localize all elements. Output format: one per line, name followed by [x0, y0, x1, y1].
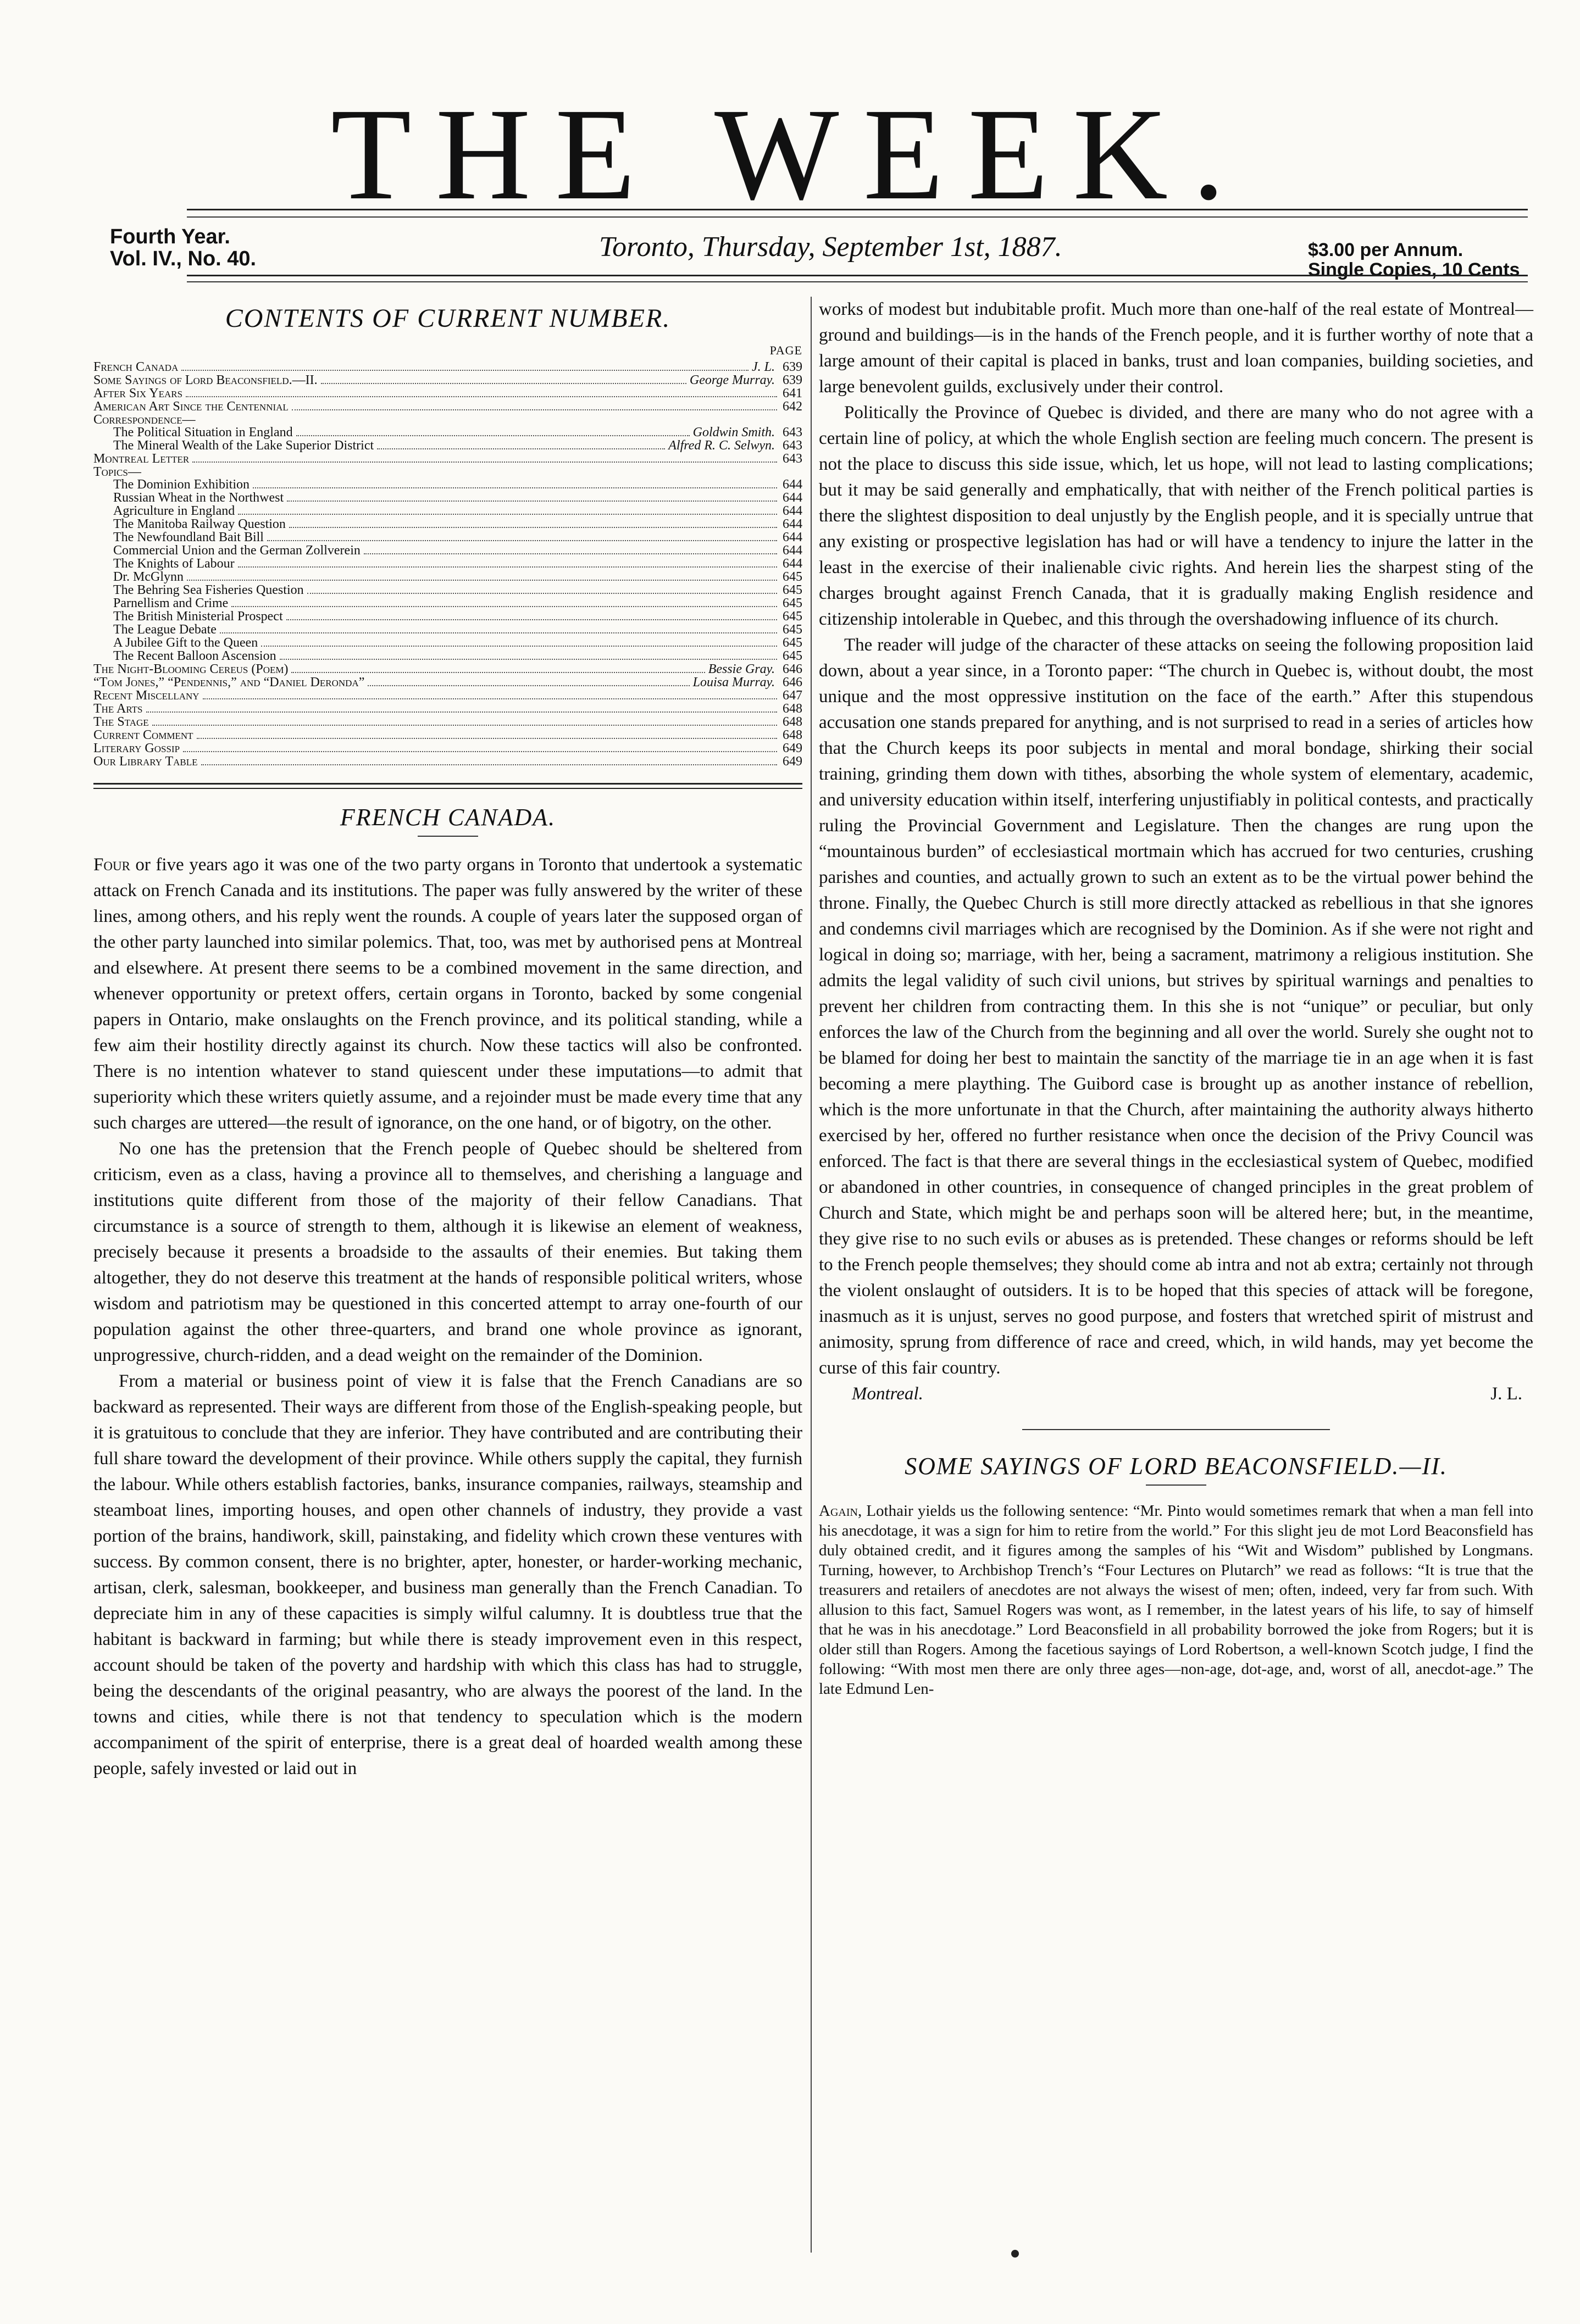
toc-row[interactable]: The Knights of Labour 644 [113, 557, 802, 571]
contents-bottom-rule [93, 783, 802, 789]
toc-row[interactable]: “Tom Jones,” “Pendennis,” and “Daniel Deronda” Louisa Murray. 646 [93, 675, 802, 690]
toc-row[interactable]: American Art Since the Centennial 642 [93, 399, 802, 414]
toc-row[interactable]: Russian Wheat in the Northwest 644 [113, 491, 802, 505]
article-paragraph: From a material or business point of view it is false that the French Canadians are so backward as represented. Their ways are different from those of the English-speaking people, but it is gratuitous to conclude that they are inferior. They have contributed and are contributing their full share toward the development of their province. While others supply the capital, they furnish the labour. While others establish factories, banks, insurance companies, railways, steamship and steamboat lines, importing houses, and open other channels of industry, they provide a vast portion of the brains, handiwork, skill, painstaking, and fidelity which crown these ventures with success. By common consent, there is no brighter, apter, honester, or harder-working mechanic, artisan, clerk, salesman, bookkeeper, and business man generally than the French Canadian. To depreciate him in any of these capacities is simply wilful calumny. It is doubtless true that the habitant is backward in farming; but while there is steady improvement even in this respect, account should be taken of the poverty and hardship with which this class has had to struggle, being the descendants of the original peasantry, who are always the poorest of the land. In the towns and cities, while there is not that tendency to speculation which is the modern accompaniment of the spirit of enterprise, there is a great deal of hoarded wealth among these people, safely invested or laid out in [93, 1371, 802, 1778]
toc-row[interactable]: After Six Years 641 [93, 386, 802, 401]
toc-row[interactable]: The Political Situation in England Goldwin Smith. 643 [113, 425, 802, 440]
issue-volume: Vol. IV., No. 40. [110, 247, 257, 270]
header-bottom-rule-thin [187, 281, 1528, 282]
masthead-rule-thin [187, 216, 1528, 218]
page-dot-ornament [1011, 2250, 1019, 2258]
issue-year: Fourth Year. [110, 225, 230, 248]
contents-page-heading: PAGE [769, 343, 802, 357]
paragraph-lead: Four [93, 855, 130, 875]
article-title-french-canada: FRENCH CANADA. [340, 804, 556, 831]
toc-row[interactable]: The League Debate 645 [113, 622, 802, 637]
article-title-beaconsfield: SOME SAYINGS OF LORD BEACONSFIELD.—II. [905, 1453, 1448, 1480]
toc-row[interactable]: Parnellism and Crime 645 [113, 596, 802, 610]
toc-row[interactable]: The Recent Balloon Ascension 645 [113, 649, 802, 663]
toc-row[interactable]: The Newfoundland Bait Bill 644 [113, 530, 802, 544]
toc-row[interactable]: The Stage 648 [93, 715, 802, 729]
masthead-title: THE WEEK. [330, 81, 1250, 227]
toc-row[interactable]: The Mineral Wealth of the Lake Superior District Alfred R. C. Selwyn. 643 [113, 438, 802, 453]
toc-row[interactable]: The Dominion Exhibition 644 [113, 477, 802, 492]
toc-section-topics: Topics— [93, 465, 141, 479]
issue-price-block [1308, 241, 1520, 280]
issue-volume-block [110, 226, 256, 270]
contents-title: CONTENTS OF CURRENT NUMBER. [225, 304, 671, 333]
issue-price: $3.00 per Annum. [1308, 240, 1463, 260]
toc-row[interactable]: The British Ministerial Prospect 645 [113, 609, 802, 624]
article-signature: J. L. [1490, 1384, 1522, 1404]
toc-row[interactable]: Dr. McGlynn 645 [113, 570, 802, 584]
issue-single-copies: Single Copies, 10 Cents [1308, 259, 1520, 280]
article-paragraph: No one has the pretension that the French people of Quebec should be sheltered from criticism, even as a class, having a province all to themselves, and cherishing a language and institutions quite different from those of the majority of their fellow Canadians. That circumstance is a source of strength to them, although it is likewise an element of weakness, precisely because it presents a broadside to the assaults of their enemies. But taking them altogether, they do not deserve this treatment at the hands of responsible political writers, whose wisdom and patriotism may be questioned in this concerted attempt to array one-fourth of our population against the other three-quarters, and brand one whole province as ignorant, unprogressive, church-ridden, and a dead weight on the remainder of the Dominion. [93, 1139, 802, 1365]
toc-row[interactable]: Agriculture in England 644 [113, 504, 802, 518]
toc-row[interactable]: Commercial Union and the German Zollverein 644 [113, 543, 802, 558]
toc-row[interactable]: The Manitoba Railway Question 644 [113, 517, 802, 531]
article-place: Montreal. [852, 1384, 923, 1404]
issue-dateline: Toronto, Thursday, September 1st, 1887. [599, 231, 1062, 263]
header-bottom-rule [187, 275, 1528, 276]
left-column [93, 297, 802, 1782]
toc-row[interactable]: A Jubilee Gift to the Queen 645 [113, 636, 802, 650]
column-divider [811, 297, 812, 2253]
article-paragraph: Four or five years ago it was one of the two party organs in Toronto that undertook a systematic attack on French Canada and its institutions. The paper was fully answered by the writer of these lines, among others, and his reply went the rounds. A couple of years later the supposed organ of the other party launched into similar polemics. That, too, was met by authorised pens at Montreal and elsewhere. At present there seems to be a combined movement in the same direction, and whenever opportunity or pretext offers, certain organs in Toronto, backed by some congenial papers in Ontario, make onslaughts on the French province, and its political standing, while a few aim their hostility directly against its church. Now these tactics will also be confronted. There is no intention whatever to stand quiescent under these imputations—to admit that superiority which these writers quietly assume, and a rejoinder must be made every time that any such charges are uttered—the result of ignorance, on the one hand, or of bigotry, on the other. [93, 855, 802, 1133]
toc-row[interactable]: Literary Gossip 649 [93, 741, 802, 755]
title-rule [418, 836, 478, 837]
article-paragraph: Again, Lothair yields us the following sentence: “Mr. Pinto would sometimes remark that when a man fell into his anecdotage, it was a sign for him to retire from the world.” For this slight jeu de mot Lord Beaconsfield has duly obtained credit, and it figures among the samples of his “Wit and Wisdom” published by Longmans. Turning, however, to Archbishop Trench’s “Four Lectures on Plutarch” we read as follows: “It is true that the treasurers and retailers of anecdotes are not always the wisest of men; often, indeed, very far from such. With allusion to this fact, Samuel Rogers was wont, as I remember, in the latest years of his life, to say of himself that he was in his anecdotage.” Lord Beaconsfield in all probability borrowed the joke from Rogers; but it is older still than Rogers. Among the facetious sayings of Lord Robertson, a well-known Scotch judge, I find the following: “With most men there are only three ages—non-age, dot-age, and, worst of all, anecdot-age.” The late Edmund Len- [819, 1502, 1533, 1698]
article-paragraph: works of modest but indubitable profit. Much more than one-half of the real estate of Montreal—ground and buildings—is in the hands of the French people, and it is further worthy of note that a large amount of their capital is placed in banks, trust and loan companies, building societies, and large benevolent guilds, exclusively under their control. [819, 299, 1533, 397]
toc-section-correspondence: Correspondence— [93, 413, 196, 427]
paragraph-lead: Again [819, 1502, 858, 1520]
right-column [819, 297, 1533, 1699]
toc-row[interactable]: The Arts 648 [93, 702, 802, 716]
article-paragraph: Politically the Province of Quebec is divided, and there are many who do not agree with a certain line of policy, at which the whole English section are feeling much concern. The present is not the place to discuss this side issue, which, let us hope, will not lead to lasting complications; but it may be said generally and emphatically, that with neither of the French political parties is there the slightest disposition to deal unjustly by the English people, and it is specially untrue that any existing or prospective legislation has had or will have a tendency to injure the latter in the least in the exercise of their inalienable civic rights. And herein lies the sharpest sting of the charges brought against French Canada, that it is gradually making English residence and citizenship intolerable in Quebec, and this through the overshadowing influence of its church. [819, 403, 1533, 629]
title-rule [1146, 1485, 1206, 1486]
toc-row[interactable]: Current Comment 648 [93, 728, 802, 742]
toc-row[interactable]: Some Sayings of Lord Beaconsfield.—II. George Murray. 639 [93, 373, 802, 387]
toc-row[interactable]: The Behring Sea Fisheries Question 645 [113, 583, 802, 597]
contents-list [93, 361, 802, 769]
toc-row[interactable]: French Canada J. L. 639 [93, 360, 802, 374]
article-paragraph: The reader will judge of the character of these attacks on seeing the following proposition laid down, about a year since, in a Toronto paper: “The church in Quebec is, without doubt, the most unique and the most oppressive institution on the face of the earth.” After this stupendous accusation one stands prepared for anything, and is not surprised to read in a series of articles how that the Church keeps its poor subjects in mental and moral bondage, shirking their social training, grinding them down with tithes, absorbing the whole system of elementary, academic, and university education within itself, interfering unjustifiably in political contests, and practically ruling the Provincial Government and Legislature. Then the changes are rung upon the “mountainous burden” of ecclesiastical mortmain which has accrued for two centuries, crushing parishes and counties, and actually grown to such an extent as to be the virtual power behind the throne. Finally, the Quebec Church is still more directly attacked as rebellious in that she ignores and condemns civil marriages which are recognised by the Dominion. As if she were not right and logical in doing so; marriage, with her, being a sacrament, matrimony a religious institution. She admits the legal validity of such civil unions, but strives by spiritual warnings and penalties to prevent her children from contracting them. In this she is not “unique” or peculiar, but only enforces the law of the Church from the beginning and all over the world. Surely she ought not to be blamed for doing her best to maintain the sanctity of the marriage tie in an age when it is fast becoming a mere plaything. The Guibord case is brought up as another instance of rebellion, which is the more unfortunate in that the Church, after maintaining the authority always hitherto exercised by her, offered no further resistance when once the decision of the Privy Council was enforced. The fact is that there are several things in the ecclesiastical system of Quebec, modified or abandoned in other countries, in consequence of changed principles in the great problem of Church and State, which might be and perhaps soon will be altered here; but, in the meantime, they give rise to no such evils or abuses as is pretended. These changes or reforms should be left to the French people themselves; they should come ab intra and not ab extra; certainly not through the violent onslaught of outsiders. It is to be hoped that this species of attack will be foregone, inasmuch as it is unjust, serves no good purpose, and fosters that wretched spirit of mistrust and animosity, sprung from difference of race and creed, which, in wild hands, may yet become the curse of this fair country. [819, 635, 1533, 1378]
article-separator [1022, 1429, 1330, 1430]
masthead-rule [187, 209, 1528, 210]
toc-row[interactable]: Our Library Table 649 [93, 754, 802, 769]
toc-row[interactable]: Recent Miscellany 647 [93, 688, 802, 703]
toc-row[interactable]: The Night-Blooming Cereus (Poem) Bessie Gray. 646 [93, 662, 802, 676]
article-signature-block [819, 1381, 1533, 1407]
toc-row[interactable]: Montreal Letter 643 [93, 452, 802, 466]
